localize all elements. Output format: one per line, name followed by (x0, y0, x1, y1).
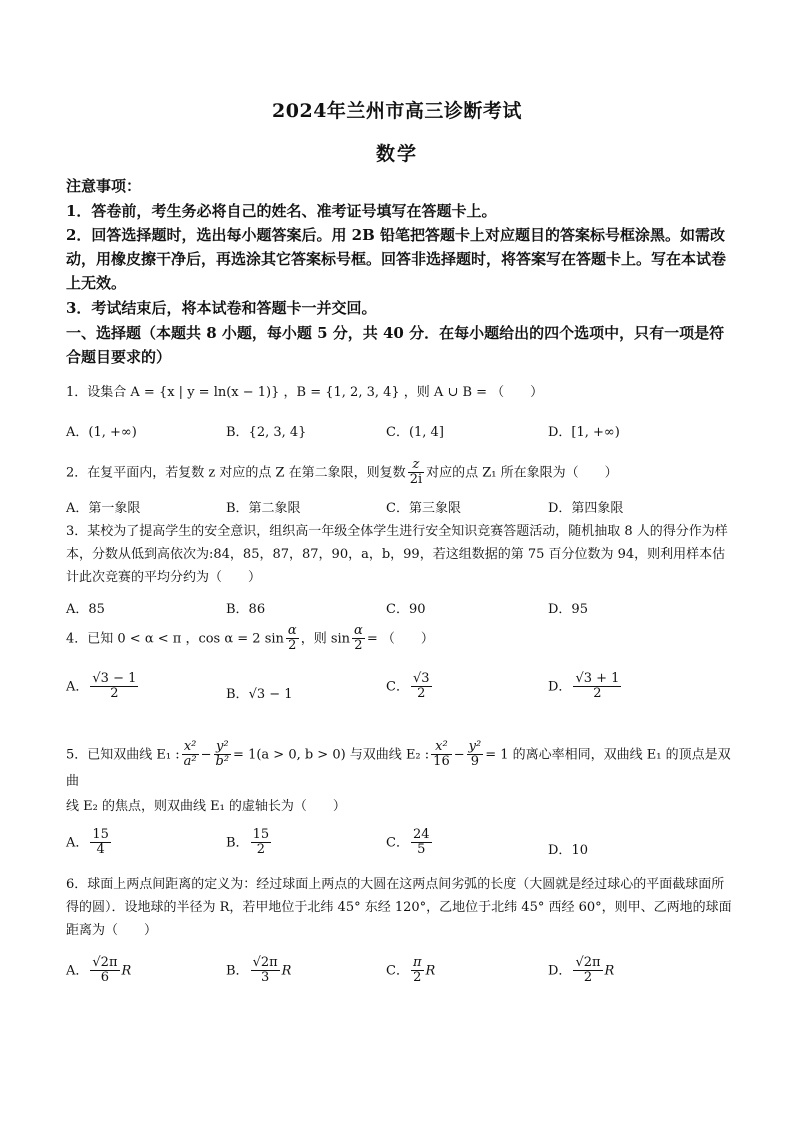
subject-title: 数学 (375, 143, 418, 165)
q2-fraction (408, 458, 424, 488)
q5-stem-c: = 1 的离心率相同，双曲线 E₁ 的顶点是双曲 (66, 747, 731, 789)
q6-a-num: √2π (92, 955, 118, 970)
q5-option-c (386, 828, 434, 858)
q2-option-d: D．第四象限 (548, 501, 624, 516)
question-1-stem: 1．设集合 A = {x | y = ln(x − 1)} ，B = {1, 2, 3, 4} ，则 A ∪ B = （ ） (66, 385, 544, 400)
q5-a-den: 4 (96, 842, 105, 858)
q2-option-c: C．第三象限 (386, 501, 461, 516)
q6-option-a (66, 956, 131, 986)
question-2-stem (66, 458, 734, 488)
q5-label-c: C． (386, 835, 409, 851)
question-3-stem: 3．某校为了提高学生的安全意识，组织高一年级全体学生进行安全知识竞赛答题活动，随机抽取 8 人的得分作为样本，分数从低到高依次为:84，85，87，87，90，a，b，99，若这组数据的第 75 百分位数为 94，则利用样本估计此次竞赛的平均分约为（ ） (66, 524, 728, 585)
q5-e2-y: y² (468, 739, 482, 754)
q6-c-den: 2 (413, 970, 422, 986)
q4-option-b (226, 683, 293, 702)
q5-label-d: D． (548, 843, 572, 858)
q6-a-den: 6 (100, 970, 110, 986)
q5-c-num: 24 (412, 827, 430, 842)
q4-c-den: 2 (417, 686, 426, 702)
q5-a-num: 15 (92, 827, 109, 842)
page-title: 2024年兰州市高三诊断考试 (272, 100, 522, 122)
q5-e1-x: x² (182, 740, 199, 755)
q6-b-num: √2π (252, 955, 278, 970)
q3-option-a: A．85 (66, 602, 105, 617)
q5-option-a (66, 828, 113, 858)
question-5-stem-cont: 线 E₂ 的焦点，则双曲线 E₁ 的虚轴长为（ ） (66, 799, 346, 814)
q4-label-d: D． (548, 679, 572, 695)
q5-label-b: B． (226, 835, 249, 851)
q4-label-a: A． (66, 679, 89, 695)
q2-frac-den: 2i (409, 472, 423, 488)
q4-option-c (386, 672, 434, 702)
q4-label-b: B． (226, 687, 249, 702)
q4-d-den: 2 (593, 686, 602, 702)
q3-option-c: C．90 (386, 602, 426, 617)
q4-label-c: C． (386, 679, 409, 695)
q4-frac1-den: 2 (288, 638, 297, 654)
q5-option-b (226, 828, 273, 858)
q5-d-text: 10 (571, 843, 588, 858)
q1-option-c: C．(1, 4] (386, 425, 444, 440)
q4-stem-b: ，则 sin (300, 631, 351, 647)
q4-fraction-2 (352, 624, 365, 654)
notice-item-1: 1．答卷前，考生务必将自己的姓名、准考证号填写在答题卡上。 (66, 202, 497, 220)
q5-option-d (548, 839, 588, 858)
q6-option-c (386, 956, 435, 986)
q4-frac2-den: 2 (354, 638, 363, 654)
q3-option-b: B．86 (226, 602, 266, 617)
question-5-stem: 5．已知双曲线 E₁ : $\frac{\text{x²}}{\text{a²}}$ − $\frac{\text{y²}}{\text{b²}}$ = 1(a > 0, b > 0) 与双曲线 E₂ : $\frac{\text{x²}}{16}$ − $\frac{\text{y²}}{9}$ = 1 的离心率相同，双曲线 E₁ 的顶点是双曲 (66, 739, 731, 789)
q4-frac2-num: α (354, 623, 363, 638)
q2-frac-num: z (408, 458, 424, 473)
notice-heading: 注意事项： (66, 177, 142, 195)
q6-label-b: B． (226, 963, 249, 979)
q4-fraction-1 (286, 624, 299, 654)
q1-option-a: A．(1, +∞) (66, 425, 137, 440)
q4-stem-a: 4．已知 0 < α < π ，cos α = 2 sin (66, 631, 284, 647)
q4-d-num: √3 + 1 (575, 671, 620, 686)
q6-b-den: 3 (260, 970, 270, 986)
q5-c-den: 5 (417, 842, 426, 858)
q1-option-d: D．[1, +∞) (548, 425, 620, 440)
q6-c-num: π (412, 955, 422, 970)
q5-stem-a: 5．已知双曲线 E₁ : (66, 747, 180, 763)
q5-e2-9: 9 (470, 754, 480, 770)
notice-item-3: 3．考试结束后，将本试卷和答题卡一并交回。 (66, 299, 377, 317)
q6-option-d (548, 956, 614, 986)
q5-stem-b: = 1(a > 0, b > 0) 与双曲线 E₂ : (233, 747, 430, 763)
question-4-stem (66, 624, 734, 654)
q4-c-num: √3 (412, 671, 430, 686)
q4-stem-c: = （ ） (366, 631, 434, 647)
q2-stem-a: 2．在复平面内，若复数 z 对应的点 Z 在第二象限，则复数 (66, 465, 406, 481)
q5-e1-a: a² (183, 754, 197, 770)
q4-option-d (548, 672, 623, 702)
q6-c-tail: R (425, 963, 436, 979)
q5-e1-y: y² (214, 740, 232, 755)
q5-e1-b: b² (215, 754, 230, 770)
q6-b-tail: R (281, 963, 292, 979)
q6-label-c: C． (386, 963, 409, 979)
q3-option-d: D．95 (548, 602, 588, 617)
q4-a-num: √3 − 1 (92, 671, 137, 686)
q6-d-num: √2π (575, 955, 601, 970)
q2-option-b: B．第二象限 (226, 501, 301, 516)
q6-a-tail: R (121, 963, 132, 979)
q6-d-den: 2 (583, 970, 593, 986)
q5-label-a: A． (66, 835, 89, 851)
q5-e2-x: x² (431, 740, 452, 755)
q2-stem-b: 对应的点 Z₁ 所在象限为（ ） (426, 465, 618, 481)
q6-label-a: A． (66, 963, 89, 979)
q6-label-d: D． (548, 963, 572, 979)
question-6-stem: 6．球面上两点间距离的定义为：经过球面上两点的大圆在这两点间劣弧的长度（大圆就是经过球心的平面截球面所得的圆）．设地球的半径为 R，若甲地位于北纬 45° 东经 120°，乙地位于北纬 45° 西经 60°，则甲、乙两地的球面距离为（ ） (66, 877, 732, 938)
section-heading: 一、选择题（本题共 8 小题，每小题 5 分，共 40 分．在每小题给出的四个选项中，只有一项是符合题目要求的） (66, 324, 725, 366)
q4-a-den: 2 (110, 686, 119, 702)
notice-item-2: 2．回答选择题时，选出每小题答案后。用 2B 铅笔把答题卡上对应题目的答案标号框涂黑。如需改动，用橡皮擦干净后，再选涂其它答案标号框。回答非选择题时，将答案写在答题卡上。写在本试卷上无效。 (66, 226, 727, 292)
q5-b-num: 15 (252, 827, 270, 842)
q6-option-b (226, 956, 291, 986)
q4-b-text: √3 − 1 (248, 687, 293, 702)
q5-e2-16: 16 (433, 754, 450, 770)
q4-frac1-num: α (287, 623, 297, 638)
q1-option-b: B．{2, 3, 4} (226, 425, 307, 440)
q2-option-a: A．第一象限 (66, 501, 141, 516)
q6-d-tail: R (604, 963, 615, 979)
q4-option-a (66, 672, 140, 702)
q5-b-den: 2 (256, 842, 265, 858)
